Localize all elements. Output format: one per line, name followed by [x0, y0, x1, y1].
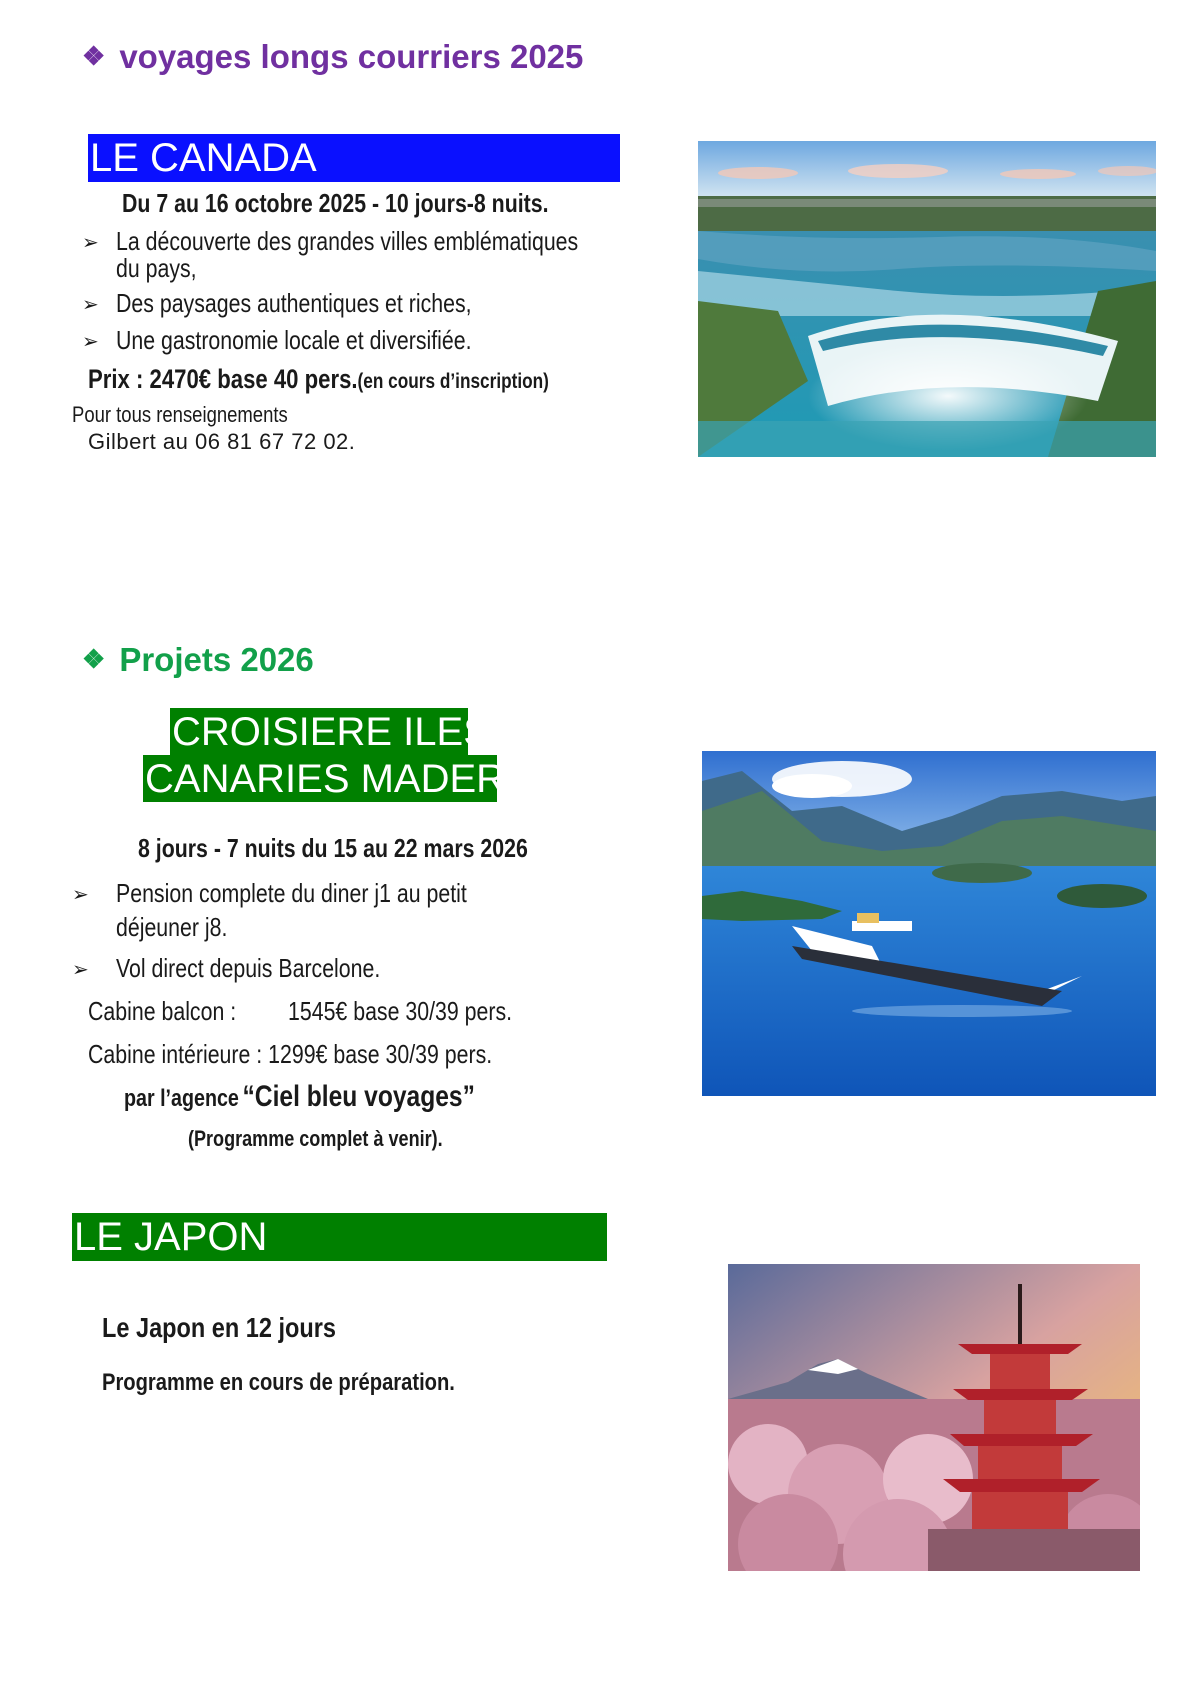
canada-title: LE CANADA — [88, 134, 620, 182]
agency-line — [124, 1080, 475, 1114]
cabin-interieure: Cabine intérieure : 1299€ base 30/39 pers. — [88, 1039, 493, 1069]
canada-contact: Gilbert au 06 81 67 72 02. — [88, 429, 356, 454]
canada-dates: Du 7 au 16 octobre 2025 - 10 jours-8 nuits. — [122, 188, 549, 218]
japon-programme: Programme en cours de préparation. — [102, 1369, 455, 1396]
canada-bullet-1: La découverte des grandes villes emblématiques — [116, 226, 579, 256]
croisiere-bullet-1-cont: déjeuner j8. — [116, 912, 228, 942]
canada-price: Prix : 2470€ base 40 pers. — [88, 364, 358, 394]
diamond-bullet-icon: ❖ — [82, 41, 106, 71]
croisiere-title-line2: CANARIES MADERE — [145, 757, 532, 801]
cabin-balcon-price: 1545€ base 30/39 pers. — [288, 996, 513, 1026]
arrow-bullet-icon: ➢ — [82, 232, 99, 254]
section-title-2026 — [82, 641, 314, 679]
cabin-balcon-label: Cabine balcon : — [88, 996, 237, 1026]
japon-title: LE JAPON — [72, 1213, 607, 1261]
canada-info-label: Pour tous renseignements — [72, 402, 288, 427]
croisiere-dates: 8 jours - 7 nuits du 15 au 22 mars 2026 — [138, 833, 528, 863]
canada-bullet-3: Une gastronomie locale et diversifiée. — [116, 325, 472, 355]
agency-name: “Ciel bleu voyages” — [242, 1080, 475, 1113]
section-title-text: voyages longs courriers 2025 — [119, 38, 584, 75]
diamond-bullet-icon: ❖ — [82, 644, 106, 674]
cruise-ship-photo — [702, 751, 1156, 1096]
niagara-falls-photo — [698, 141, 1156, 457]
section-title-text: Projets 2026 — [119, 641, 314, 678]
section-title-2025 — [82, 38, 583, 76]
canada-bullet-1-cont: du pays, — [116, 253, 197, 283]
japon-subtitle: Le Japon en 12 jours — [102, 1312, 336, 1343]
arrow-bullet-icon: ➢ — [82, 331, 99, 353]
arrow-bullet-icon: ➢ — [72, 959, 89, 981]
arrow-bullet-icon: ➢ — [82, 294, 99, 316]
croisiere-bullet-2: Vol direct depuis Barcelone. — [116, 953, 381, 983]
arrow-bullet-icon: ➢ — [72, 884, 89, 906]
japan-pagoda-photo — [728, 1264, 1140, 1571]
canada-price-note: (en cours d’inscription) — [357, 370, 549, 393]
canada-price-line — [88, 364, 549, 395]
agency-prefix: par l’agence — [124, 1085, 239, 1112]
croisiere-programme: (Programme complet à venir). — [188, 1126, 443, 1151]
canada-bullet-2: Des paysages authentiques et riches, — [116, 288, 472, 318]
croisiere-title-line1: CROISIERE ILES — [172, 710, 490, 754]
croisiere-bullet-1: Pension complete du diner j1 au petit — [116, 878, 467, 908]
